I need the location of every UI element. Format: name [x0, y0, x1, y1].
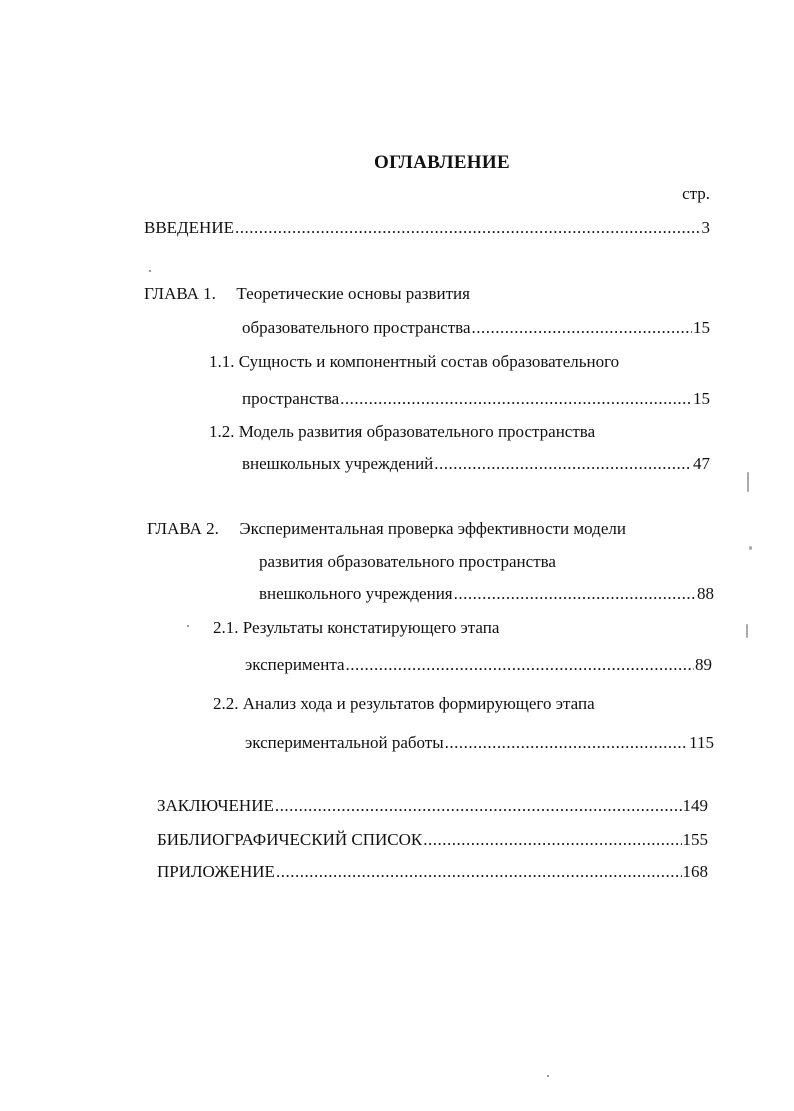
- chapter-1-title-line1: Теоретические основы развития: [236, 284, 470, 303]
- section-2-2-line1[interactable]: [213, 692, 595, 716]
- chapter-2-number: ГЛАВА 2.: [147, 519, 219, 538]
- section-1-2-line2[interactable]: [242, 452, 710, 476]
- dot-leader: [346, 653, 694, 677]
- toc-entry-label: БИБЛИОГРАФИЧЕСКИЙ СПИСОК: [157, 830, 423, 849]
- toc-entry-label: экспериментальной работы: [245, 733, 444, 752]
- toc-entry-label: внешкольного учреждения: [259, 584, 453, 603]
- scan-speck: [547, 1075, 549, 1077]
- toc-entry-page: 149: [682, 796, 708, 815]
- dot-leader: [423, 828, 681, 852]
- section-1-1-line2[interactable]: [242, 387, 710, 411]
- chapter-1-heading-line[interactable]: [144, 282, 470, 306]
- toc-entry-page: 3: [701, 218, 710, 237]
- dot-leader: [472, 316, 693, 340]
- section-title: Результаты констатирующего этапа: [242, 618, 500, 637]
- toc-entry-label: образовательного пространства: [242, 318, 471, 337]
- chapter-1-title-line2[interactable]: [242, 316, 710, 340]
- section-2-1-line1[interactable]: [213, 616, 499, 640]
- toc-entry-label: эксперимента: [245, 655, 345, 674]
- section-number: 1.1.: [209, 352, 235, 371]
- toc-entry-conclusion[interactable]: [157, 794, 708, 818]
- toc-entry-appendix[interactable]: [157, 860, 708, 884]
- toc-entry-bibliography[interactable]: [157, 828, 708, 852]
- section-2-1-line2[interactable]: [245, 653, 712, 677]
- toc-entry-page: 155: [682, 830, 708, 849]
- dot-leader: [445, 731, 688, 755]
- toc-entry-page: 47: [693, 454, 710, 473]
- toc-entry-label: ВВЕДЕНИЕ: [144, 218, 234, 237]
- scan-speck: [149, 270, 151, 272]
- dot-leader: [454, 582, 696, 606]
- toc-entry-page: 115: [689, 733, 714, 752]
- dot-leader: [235, 216, 701, 240]
- scan-speck: [187, 625, 189, 627]
- section-number: 1.2.: [209, 422, 235, 441]
- section-title: Анализ хода и результатов формирующего этапа: [242, 694, 595, 713]
- toc-entry-page: 88: [697, 584, 714, 603]
- toc-entry-label: пространства: [242, 389, 340, 408]
- dot-leader: [434, 452, 692, 476]
- toc-entry-label: внешкольных учреждений: [242, 454, 434, 473]
- toc-entry-label: ЗАКЛЮЧЕНИЕ: [157, 796, 274, 815]
- toc-entry-page: 168: [682, 862, 708, 881]
- section-1-2-line1[interactable]: [209, 420, 595, 444]
- section-number: 2.1.: [213, 618, 239, 637]
- chapter-2-title-line3[interactable]: [259, 582, 714, 606]
- toc-entry-page: 89: [695, 655, 712, 674]
- toc-title: ОГЛАВЛЕНИЕ: [374, 152, 510, 173]
- scan-speck: [749, 546, 752, 550]
- chapter-2-title-line2: развития образовательного пространства: [259, 552, 556, 571]
- section-title: Сущность и компонентный состав образовательного: [238, 352, 620, 371]
- scan-speck: [746, 624, 748, 638]
- section-1-1-line1[interactable]: [209, 350, 619, 374]
- scan-speck: [747, 472, 749, 492]
- toc-entry-intro[interactable]: [144, 216, 710, 240]
- toc-entry-page: 15: [693, 389, 710, 408]
- page-column-header: стр.: [682, 184, 710, 203]
- toc-entry-label: ПРИЛОЖЕНИЕ: [157, 862, 275, 881]
- chapter-2-title-line1: Экспериментальная проверка эффективности модели: [239, 519, 626, 538]
- dot-leader: [275, 794, 682, 818]
- dot-leader: [340, 387, 692, 411]
- section-title: Модель развития образовательного пространства: [238, 422, 596, 441]
- dot-leader: [276, 860, 682, 884]
- chapter-1-number: ГЛАВА 1.: [144, 284, 216, 303]
- toc-entry-page: 15: [693, 318, 710, 337]
- section-2-2-line2[interactable]: [245, 731, 714, 755]
- chapter-2-heading-line[interactable]: [147, 517, 626, 541]
- section-number: 2.2.: [213, 694, 239, 713]
